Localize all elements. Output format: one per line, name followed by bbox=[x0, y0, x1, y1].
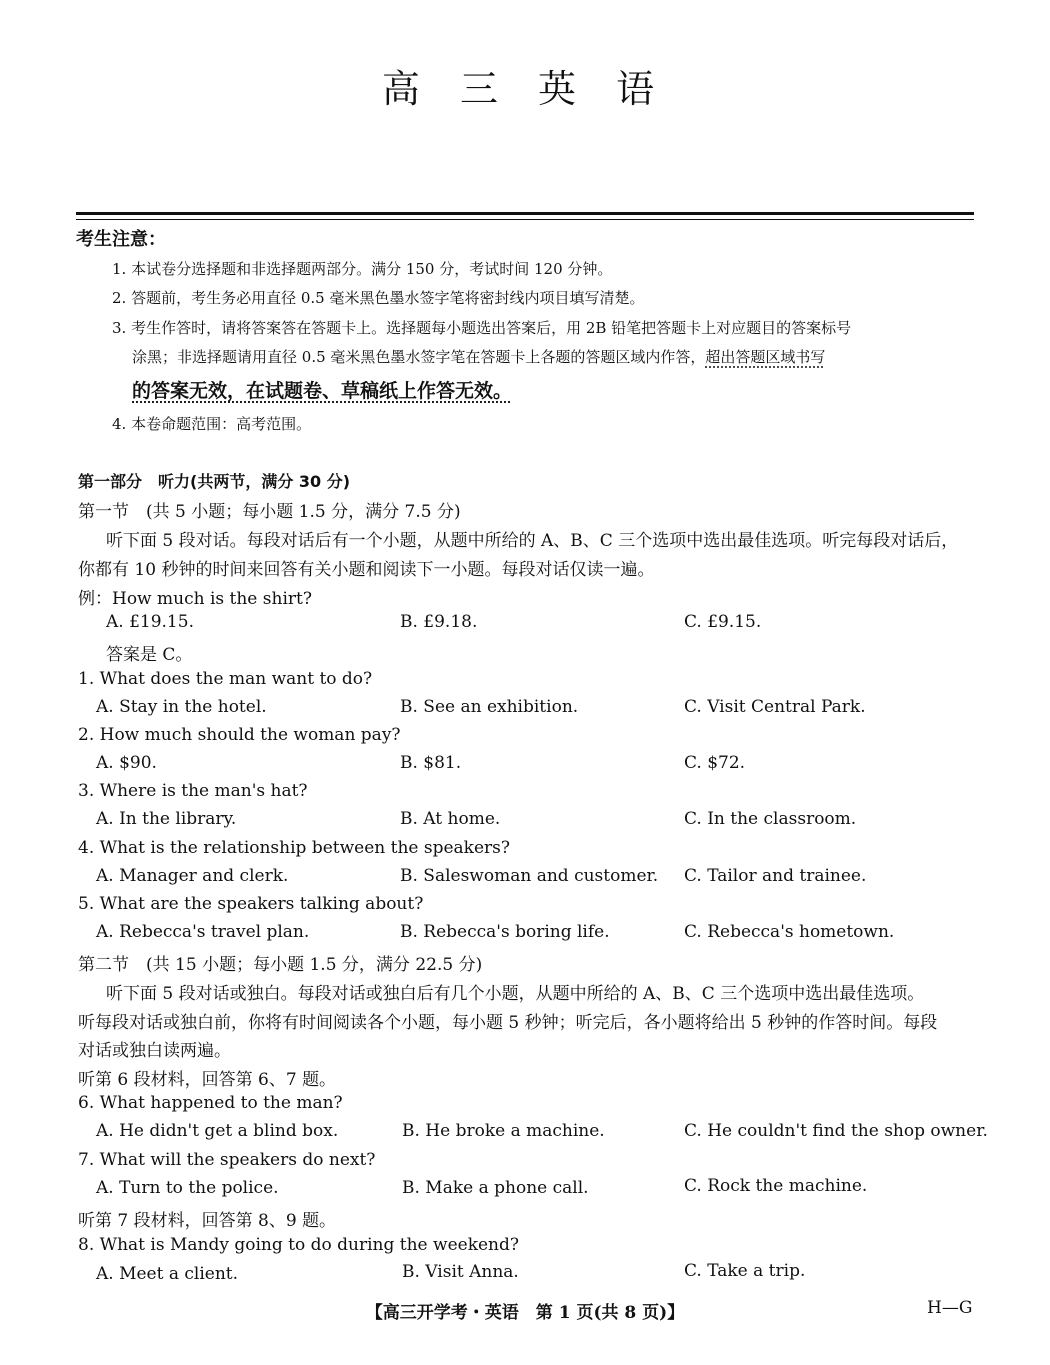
q6-option-a: A. He didn't get a blind box. bbox=[96, 1121, 339, 1141]
notice-item-3a: 3. 考生作答时，请将答案答在答题卡上。选择题每小题选出答案后，用 2B 铅笔把答题卡上对应题目的答案标号 bbox=[112, 319, 852, 337]
header-rule-thin bbox=[76, 219, 974, 220]
q7-option-c: C. Rock the machine. bbox=[684, 1176, 868, 1196]
question-8: 8. What is Mandy going to do during the weekend? bbox=[78, 1235, 519, 1255]
example-option-a: A. £19.15. bbox=[106, 612, 194, 632]
header-rule bbox=[76, 212, 974, 215]
notice-item-1: 1. 本试卷分选择题和非选择题两部分。满分 150 分，考试时间 120 分钟。 bbox=[112, 260, 613, 278]
example-option-b: B. £9.18. bbox=[400, 612, 478, 632]
section1-instructions-2: 你都有 10 秒钟的时间来回答有关小题和阅读下一小题。每段对话仅读一遍。 bbox=[78, 560, 655, 580]
page-footer: 【高三开学考・英语 第 1 页(共 8 页)】 bbox=[365, 1303, 685, 1323]
q1-option-b: B. See an exhibition. bbox=[400, 697, 579, 717]
q7-option-b: B. Make a phone call. bbox=[402, 1178, 589, 1198]
question-1: 1. What does the man want to do? bbox=[78, 669, 373, 689]
q2-option-c: C. $72. bbox=[684, 753, 746, 773]
q6-option-c: C. He couldn't find the shop owner. bbox=[684, 1121, 988, 1141]
q5-option-b: B. Rebecca's boring life. bbox=[400, 922, 610, 942]
q4-option-a: A. Manager and clerk. bbox=[96, 866, 289, 886]
part1-heading: 第一部分 听力(共两节，满分 30 分) bbox=[78, 472, 351, 491]
section2-instructions-2: 听每段对话或独白前，你将有时间阅读各个小题，每小题 5 秒钟；听完后，各小题将给出 5 秒钟的作答时间。每段 bbox=[78, 1013, 938, 1033]
question-6: 6. What happened to the man? bbox=[78, 1093, 343, 1113]
q5-option-a: A. Rebecca's travel plan. bbox=[96, 922, 310, 942]
q6-option-b: B. He broke a machine. bbox=[402, 1121, 605, 1141]
question-7: 7. What will the speakers do next? bbox=[78, 1150, 376, 1170]
notice-item-3b bbox=[132, 346, 825, 367]
q2-option-b: B. $81. bbox=[400, 753, 462, 773]
q8-option-b: B. Visit Anna. bbox=[402, 1262, 519, 1282]
material-7-label: 听第 7 段材料，回答第 8、9 题。 bbox=[78, 1211, 337, 1231]
question-4: 4. What is the relationship between the speakers? bbox=[78, 838, 511, 858]
q5-option-c: C. Rebecca's hometown. bbox=[684, 922, 895, 942]
paper-code: H—G bbox=[927, 1298, 973, 1318]
section1-instructions-1: 听下面 5 段对话。每段对话后有一个小题，从题中所给的 A、B、C 三个选项中选出最佳选项。听完每段对话后， bbox=[106, 531, 959, 551]
example-answer: 答案是 C。 bbox=[106, 645, 193, 665]
section2-instructions-3: 对话或独白读两遍。 bbox=[78, 1041, 231, 1061]
q8-option-c: C. Take a trip. bbox=[684, 1261, 806, 1281]
section2-instructions-1: 听下面 5 段对话或独白。每段对话或独白后有几个小题，从题中所给的 A、B、C 三个选项中选出最佳选项。 bbox=[106, 984, 925, 1004]
page-title: 高 三 英 语 bbox=[381, 67, 669, 111]
material-6-label: 听第 6 段材料，回答第 6、7 题。 bbox=[78, 1070, 337, 1090]
q7-option-a: A. Turn to the police. bbox=[96, 1178, 279, 1198]
section2-heading: 第二节 (共 15 小题；每小题 1.5 分，满分 22.5 分) bbox=[78, 955, 483, 975]
q8-option-a: A. Meet a client. bbox=[96, 1264, 239, 1284]
notice-heading: 考生注意： bbox=[76, 229, 166, 250]
q1-option-c: C. Visit Central Park. bbox=[684, 697, 866, 717]
notice-item-3b-text: 涂黑；非选择题请用直径 0.5 毫米黑色墨水签字笔在答题卡上各题的答题区域内作答， bbox=[132, 348, 706, 366]
notice-emphasis-1: 超出答题区域书写 bbox=[705, 348, 826, 366]
q4-option-b: B. Saleswoman and customer. bbox=[400, 866, 659, 886]
q4-option-c: C. Tailor and trainee. bbox=[684, 866, 867, 886]
notice-item-2: 2. 答题前，考生务必用直径 0.5 毫米黑色墨水签字笔将密封线内项目填写清楚。 bbox=[112, 289, 645, 307]
q3-option-c: C. In the classroom. bbox=[684, 809, 857, 829]
example-option-c: C. £9.15. bbox=[684, 612, 762, 632]
notice-item-4: 4. 本卷命题范围：高考范围。 bbox=[112, 415, 312, 433]
question-2: 2. How much should the woman pay? bbox=[78, 725, 401, 745]
question-3: 3. Where is the man's hat? bbox=[78, 781, 308, 801]
section1-heading: 第一节 (共 5 小题；每小题 1.5 分，满分 7.5 分) bbox=[78, 502, 461, 522]
example-question: 例：How much is the shirt? bbox=[78, 589, 312, 609]
q3-option-b: B. At home. bbox=[400, 809, 501, 829]
q1-option-a: A. Stay in the hotel. bbox=[96, 697, 267, 717]
notice-emphasis-2: 的答案无效，在试题卷、草稿纸上作答无效。 bbox=[132, 380, 513, 402]
q3-option-a: A. In the library. bbox=[96, 809, 237, 829]
question-5: 5. What are the speakers talking about? bbox=[78, 894, 424, 914]
q2-option-a: A. $90. bbox=[96, 753, 157, 773]
